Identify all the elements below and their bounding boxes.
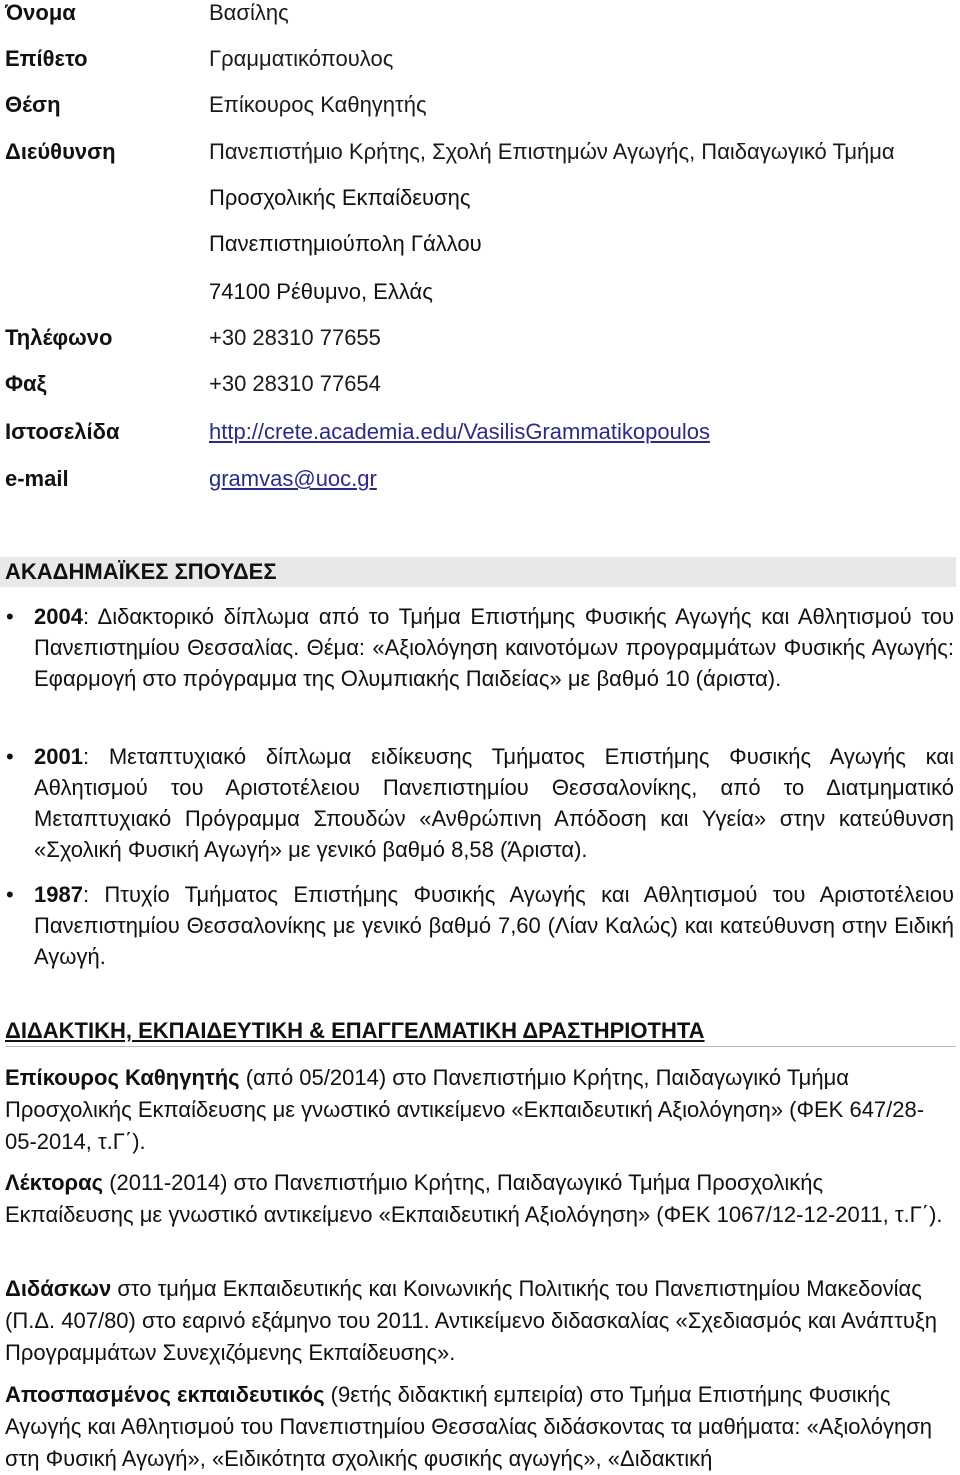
- address-line-1: Πανεπιστήμιο Κρήτης, Σχολή Επιστημών Αγωγής, Παιδαγωγικό Τμήμα: [209, 139, 895, 164]
- fax-label: Φαξ: [5, 371, 47, 396]
- surname-label: Επίθετο: [5, 46, 88, 71]
- email-label: e-mail: [5, 466, 69, 491]
- name-row: [0, 0, 960, 44]
- studies-item: [6, 741, 954, 865]
- activity-entry: [5, 1379, 950, 1475]
- bullet-icon: •: [6, 882, 14, 907]
- surname-row: [0, 44, 960, 90]
- activity-role: Αποσπασμένος εκπαιδευτικός: [5, 1382, 325, 1407]
- studies-text: : Μεταπτυχιακό δίπλωμα ειδίκευσης Τμήματος Επιστήμης Φυσικής Αγωγής και Αθλητισμού του Αριστοτέλειου Πανεπιστημίου Θεσσαλονίκης, από το Διατμηματικό Μεταπτυχιακό Πρόγραμμα Σπουδών «Ανθρώπινη Απόδοση και Υγεία» στην κατεύθυνση «Σχολική Φυσική Αγωγή» με γενικό βαθμό 8,58 (Άριστα).: [34, 744, 954, 862]
- activity-role: Λέκτορας: [5, 1170, 104, 1195]
- studies-item: [6, 601, 954, 694]
- position-label: Θέση: [5, 92, 61, 117]
- address-line-3: Πανεπιστημιούπολη Γάλλου: [209, 231, 482, 256]
- activity-role: Επίκουρος Καθηγητής: [5, 1065, 240, 1090]
- website-label: Ιστοσελίδα: [5, 419, 120, 444]
- activity-text: (2011-2014) στο Πανεπιστήμιο Κρήτης, Παιδαγωγικό Τμήμα Προσχολικής Εκπαίδευσης με γνωστικό αντικείμενο «Εκπαιδευτική Αξιολόγηση» (ΦΕΚ 1067/12-12-2011, τ.Γ΄).: [5, 1170, 943, 1227]
- address-label: Διεύθυνση: [5, 139, 116, 164]
- position-row: [0, 90, 960, 136]
- phone-value: +30 28310 77655: [209, 325, 381, 350]
- fax-row: [0, 369, 960, 415]
- phone-label: Τηλέφωνο: [5, 325, 113, 350]
- studies-year: 1987: [34, 882, 83, 907]
- bullet-icon: •: [6, 604, 14, 629]
- email-row: [0, 464, 960, 510]
- studies-heading: ΑΚΑΔΗΜΑΪΚΕΣ ΣΠΟΥΔΕΣ: [0, 557, 956, 587]
- studies-item: [6, 879, 954, 972]
- website-row: [0, 417, 960, 463]
- fax-value: +30 28310 77654: [209, 371, 381, 396]
- activity-entry: [5, 1273, 950, 1369]
- website-link[interactable]: http://crete.academia.edu/VasilisGrammatikopoulos: [209, 419, 710, 444]
- phone-row: [0, 323, 960, 369]
- email-link[interactable]: gramvas@uoc.gr: [209, 466, 377, 491]
- studies-year: 2001: [34, 744, 83, 769]
- studies-text: : Διδακτορικό δίπλωμα από το Τμήμα Επιστήμης Φυσικής Αγωγής και Αθλητισμού του Πανεπιστημίου Θεσσαλίας. Θέμα: «Αξιολόγηση καινοτόμων προγραμμάτων Φυσικής Αγωγής: Εφαρμογή στο πρόγραμμα της Ολυμπιακής Παιδείας» με βαθμό 10 (άριστα).: [34, 604, 954, 691]
- name-value: Βασίλης: [209, 0, 289, 25]
- activity-heading: ΔΙΔΑΚΤΙΚΗ, ΕΚΠΑΙΔΕΥΤΙΚΗ & ΕΠΑΓΓΕΛΜΑΤΙΚΗ ΔΡΑΣΤΗΡΙΟΤΗΤΑ: [5, 1016, 956, 1047]
- address-row: [0, 137, 960, 183]
- name-label: Όνομα: [5, 0, 76, 25]
- activity-text: (από 05/2014) στο Πανεπιστήμιο Κρήτης, Παιδαγωγικό Τμήμα Προσχολικής Εκπαίδευσης με γνωστικό αντικείμενο «Εκπαιδευτική Αξιολόγηση» (ΦΕΚ 647/28-05-2014, τ.Γ΄).: [5, 1065, 925, 1154]
- address-line-4: 74100 Ρέθυμνο, Ελλάς: [209, 279, 433, 304]
- position-value: Επίκουρος Καθηγητής: [209, 92, 427, 117]
- bullet-icon: •: [6, 744, 14, 769]
- activity-entry: [5, 1167, 950, 1231]
- address-line-2: Προσχολικής Εκπαίδευσης: [209, 185, 471, 210]
- activity-role: Διδάσκων: [5, 1276, 112, 1301]
- activity-text: στο τμήμα Εκπαιδευτικής και Κοινωνικής Πολιτικής του Πανεπιστημίου Μακεδονίας (Π.Δ. 407/80) στο εαρινό εξάμηνο του 2011. Αντικείμενο διδασκαλίας «Σχεδιασμός και Ανάπτυξη Προγραμμάτων Συνεχιζόμενης Εκπαίδευσης».: [5, 1276, 937, 1365]
- studies-year: 2004: [34, 604, 83, 629]
- activity-text: (9ετής διδακτική εμπειρία) στο Τμήμα Επιστήμης Φυσικής Αγωγής και Αθλητισμού του Πανεπιστημίου Θεσσαλίας διδάσκοντας τα μαθήματα: «Αξιολόγηση στη Φυσική Αγωγή», «Ειδικότητα σχολικής φυσικής αγωγής», «Διδακτική: [5, 1382, 933, 1471]
- surname-value: Γραμματικόπουλος: [209, 46, 394, 71]
- activity-entry: [5, 1062, 950, 1158]
- studies-text: : Πτυχίο Τμήματος Επιστήμης Φυσικής Αγωγής και Αθλητισμού του Αριστοτέλειου Πανεπιστημίου Θεσσαλονίκης με γενικό βαθμό 7,60 (Λίαν Καλώς) και κατεύθυνση στην Ειδική Αγωγή.: [34, 882, 954, 969]
